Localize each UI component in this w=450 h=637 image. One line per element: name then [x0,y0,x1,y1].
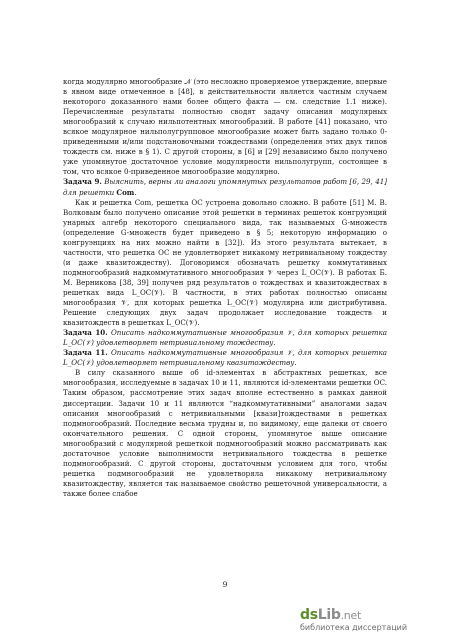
paragraph-3: В силу сказанного выше об id-элементах в абстрактных решетках, все многообразия, исследуемые в задачах 10 и 11, являются id-элементами решетки OC. Таким образом, рассмотрение этих задач вполне естественно в рамках данной диссертации. Задачи 10 и 11 являются “надкоммутативными” аналогами задач описания многообразий с нетривиальными [квази]тождествами в решетках подмногообразий. Последние весьма трудны и, по видимому, еще далеки от своего окончательного решения. С одной стороны, упомянутое выше описание многообразий с модулярной решеткой подмногообразий можно рассматривать как достаточное условие выполнимости нетривиального тождества в решетке подмногообразий. С другой стороны, достаточным условием для того, чтобы решетка подмногообразий не удовлетворяла никакому нетривиальному квазитождеству, является так называемое свойство решеточной универсальности, а также более слабое [63,368,387,498]
dslib-logo [300,607,361,623]
task-10-label: Задача 10. [63,328,108,338]
task-9-com: Com [116,187,135,197]
logo-net: .net [340,609,361,622]
task-11-label: Задача 11. [63,348,108,358]
paragraph-1: когда модулярно многообразие 𝒩 (это несложно проверяемое утверждение, впервые в явном виде отмеченное в [48], в действительности является частным случаем некоторого доказанного нами более общего факта — см. следствие 1.1 ниже). Перечисленные результаты полностью сводят задачу описания модулярных многообразий к случаю нильпотентных многообразий. В работе [41] показано, что всякое модулярное нильполугрупповое многообразие может быть задано только 0-приведенными и/или подстановочными тождествами (определения этих двух типов тождеств см. ниже в § 1). С другой стороны, в [6] и [29] независимо было получено уже упомянутое достаточное условие модулярности нильполугрупп, состоящее в том, что всякое 0-приведенное многообразие модулярно. [63,77,387,177]
dslib-subtitle: библиотека диссертаций [300,623,408,632]
page-body [63,77,387,499]
task-9 [63,177,387,197]
logo-lib: Lib [317,607,341,623]
task-10-text: Описать надкоммутативные многообразия 𝒱, для которых решетка L_OC(𝒱) удовлетворяет нетривиальному тождеству. [63,328,387,348]
task-11 [63,348,387,368]
task-9-end: . [134,187,137,197]
paragraph-2: Как и решетка Com, решетка OC устроена довольно сложно. В работе [51] М. В. Волковым было получено описание этой решетки в терминах решеток конгруэнций унарных алгебр некоторого специального вида, так называемых G-множеств (определение G-множеств будет приведено в § 5; некоторую информацию о конгруэнциях на них можно найти в [32]). Из этого результата вытекает, в частности, что решетка OC не удовлетворяет никакому нетривиальному тождеству (и даже квазитождеству). Договоримся обозначать решетку коммутативных подмногообразий надкоммутативного многообразия 𝒱 через L_OC(𝒱). В работах Б. М. Верникова [38, 39] получен ряд результатов о тождествах и квазитождествах в решетках вида L_OC(𝒱). В частности, в этих работах полностью описаны многообразия 𝒱, для которых решетка L_OC(𝒱) модулярна или дистрибутивна. Решение следующих двух задач продолжает исследование тождеств и квазитождеств в решетках L_OC(𝒱). [63,197,387,328]
dslib-watermark [300,607,442,633]
task-9-label: Задача 9. [63,177,102,187]
task-11-text: Описать надкоммутативные многообразия 𝒱, для которых решетка L_OC(𝒱) удовлетворяет нетривиальному квазитождеству. [63,348,387,368]
task-10 [63,328,387,348]
logo-ds: ds [300,607,318,623]
task-9-text: Выяснить, верны ли аналоги упомянутых результатов работ [6, 29, 41] для решетки [63,177,387,197]
page-number: 9 [222,580,228,589]
